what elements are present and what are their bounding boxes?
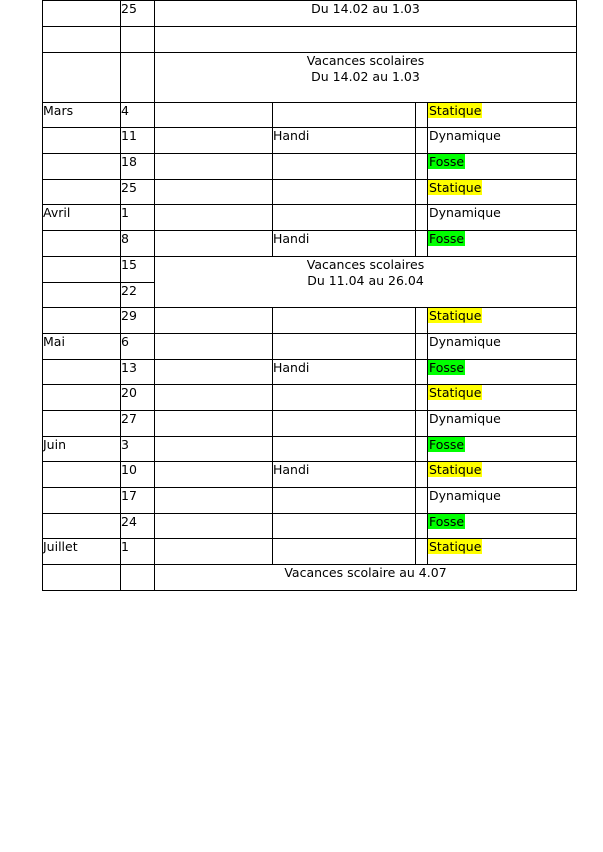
month-cell: [43, 410, 121, 436]
handi-cell: Handi: [273, 359, 416, 385]
handi-cell: [273, 488, 416, 514]
session-type: Fosse: [429, 513, 465, 529]
day-cell: 18: [121, 154, 155, 180]
month-cell: [43, 256, 121, 282]
day-cell: 25: [121, 179, 155, 205]
day-cell: 20: [121, 385, 155, 411]
month-cell: Avril: [43, 205, 121, 231]
table-row: [43, 410, 577, 436]
session-type: Dynamique: [429, 488, 501, 503]
day-cell: 1: [121, 205, 155, 231]
empty-cell: [155, 308, 273, 334]
empty-cell: [155, 128, 273, 154]
holiday-dates: Du 11.04 au 26.04: [307, 272, 424, 288]
day-cell: 13: [121, 359, 155, 385]
session-type: Statique: [429, 308, 482, 324]
empty-cell: [155, 436, 273, 462]
table-row: [43, 308, 577, 334]
day-cell: 8: [121, 231, 155, 257]
schedule-table: [42, 0, 577, 591]
day-cell: 25: [121, 1, 155, 27]
table-row: [43, 52, 577, 102]
session-type-cell: [428, 462, 577, 488]
handi-cell: Handi: [273, 128, 416, 154]
session-type: Statique: [429, 102, 482, 118]
day-cell: 24: [121, 513, 155, 539]
session-type-cell: [428, 359, 577, 385]
session-type-cell: [428, 436, 577, 462]
table-row: [43, 385, 577, 411]
table-row: [43, 488, 577, 514]
handi-cell: [273, 102, 416, 128]
session-type: Dynamique: [429, 410, 501, 426]
handi-cell: [273, 308, 416, 334]
empty-cell: [155, 359, 273, 385]
empty-cell: [155, 539, 273, 565]
month-cell: [43, 462, 121, 488]
holiday-banner: [155, 256, 577, 307]
session-type: Fosse: [429, 359, 465, 375]
spacer-cell: [416, 102, 428, 128]
table-row: [43, 128, 577, 154]
table-row: [43, 513, 577, 539]
handi-cell: Handi: [273, 231, 416, 257]
handi-cell: [273, 539, 416, 565]
month-cell: [43, 231, 121, 257]
spacer-cell: [416, 154, 428, 180]
session-type-cell: [428, 488, 577, 514]
day-cell: 11: [121, 128, 155, 154]
session-type-cell: [428, 128, 577, 154]
spacer-cell: [416, 333, 428, 359]
table-row: [43, 256, 577, 282]
month-cell: Juin: [43, 436, 121, 462]
empty-cell: [155, 205, 273, 231]
session-type: Statique: [429, 539, 482, 555]
month-cell: Juillet: [43, 539, 121, 565]
month-cell: [43, 179, 121, 205]
table-row: [43, 565, 577, 591]
empty-cell: [155, 102, 273, 128]
month-cell: Mai: [43, 333, 121, 359]
handi-cell: [273, 436, 416, 462]
table-row: [43, 359, 577, 385]
session-type: Dynamique: [429, 333, 501, 349]
end-note: Vacances scolaire au 4.07: [155, 565, 577, 591]
spacer-cell: [416, 359, 428, 385]
spacer-cell: [416, 205, 428, 231]
month-cell: [43, 488, 121, 514]
month-cell: [43, 154, 121, 180]
handi-cell: [273, 333, 416, 359]
month-cell: [43, 385, 121, 411]
holiday-banner: [155, 52, 577, 102]
session-type: Statique: [429, 462, 482, 478]
day-cell: [121, 565, 155, 591]
day-cell: 1: [121, 539, 155, 565]
day-cell: 4: [121, 102, 155, 128]
day-cell: [121, 27, 155, 53]
month-cell: [43, 308, 121, 334]
empty-cell: [155, 462, 273, 488]
session-type-cell: [428, 410, 577, 436]
month-cell: [43, 27, 121, 53]
holiday-dates: Du 14.02 au 1.03: [155, 1, 577, 27]
day-cell: 27: [121, 410, 155, 436]
month-cell: [43, 282, 121, 308]
spacer-cell: [416, 513, 428, 539]
handi-cell: Handi: [273, 462, 416, 488]
session-type-cell: [428, 154, 577, 180]
session-type: Fosse: [429, 231, 465, 247]
table-row: [43, 539, 577, 565]
handi-cell: [273, 410, 416, 436]
session-type-cell: [428, 231, 577, 257]
table-row: [43, 462, 577, 488]
day-cell: 22: [121, 282, 155, 308]
session-type-cell: [428, 102, 577, 128]
spacer-cell: [416, 539, 428, 565]
table-row: [43, 205, 577, 231]
spacer-cell: [416, 179, 428, 205]
spacer-cell: [416, 308, 428, 334]
session-type-cell: [428, 333, 577, 359]
spacer-cell: [416, 462, 428, 488]
holiday-title: Vacances scolaires: [306, 52, 425, 68]
table-row: [43, 27, 577, 53]
spacer-cell: [416, 410, 428, 436]
empty-cell: [155, 27, 577, 53]
day-cell: 10: [121, 462, 155, 488]
session-type-cell: [428, 179, 577, 205]
session-type: Dynamique: [429, 128, 501, 144]
session-type: Fosse: [429, 154, 465, 170]
table-row: [43, 1, 577, 27]
table-row: [43, 231, 577, 257]
session-type: Statique: [429, 385, 482, 401]
table-row: [43, 333, 577, 359]
table-row: [43, 102, 577, 128]
session-type-cell: [428, 539, 577, 565]
table-row: [43, 179, 577, 205]
spacer-cell: [416, 385, 428, 411]
day-cell: 6: [121, 333, 155, 359]
day-cell: [121, 52, 155, 102]
empty-cell: [155, 513, 273, 539]
month-cell: [43, 1, 121, 27]
day-cell: 3: [121, 436, 155, 462]
empty-cell: [155, 179, 273, 205]
empty-cell: [155, 231, 273, 257]
empty-cell: [155, 333, 273, 359]
empty-cell: [155, 385, 273, 411]
month-cell: [43, 565, 121, 591]
session-type-cell: [428, 385, 577, 411]
handi-cell: [273, 179, 416, 205]
session-type-cell: [428, 513, 577, 539]
handi-cell: [273, 513, 416, 539]
handi-cell: [273, 205, 416, 231]
holiday-title: Vacances scolaires: [306, 256, 425, 272]
spacer-cell: [416, 231, 428, 257]
month-cell: [43, 513, 121, 539]
spacer-cell: [416, 488, 428, 514]
day-cell: 15: [121, 256, 155, 282]
session-type-cell: [428, 205, 577, 231]
month-cell: [43, 359, 121, 385]
empty-cell: [155, 154, 273, 180]
session-type: Dynamique: [429, 205, 501, 221]
month-cell: Mars: [43, 102, 121, 128]
holiday-dates: Du 14.02 au 1.03: [311, 68, 420, 84]
month-cell: [43, 128, 121, 154]
spacer-cell: [416, 128, 428, 154]
day-cell: 17: [121, 488, 155, 514]
month-cell: [43, 52, 121, 102]
session-type: Statique: [429, 179, 482, 195]
empty-cell: [155, 488, 273, 514]
handi-cell: [273, 154, 416, 180]
handi-cell: [273, 385, 416, 411]
table-row: [43, 154, 577, 180]
session-type: Fosse: [429, 436, 465, 452]
empty-cell: [155, 410, 273, 436]
session-type-cell: [428, 308, 577, 334]
day-cell: 29: [121, 308, 155, 334]
spacer-cell: [416, 436, 428, 462]
table-row: [43, 436, 577, 462]
